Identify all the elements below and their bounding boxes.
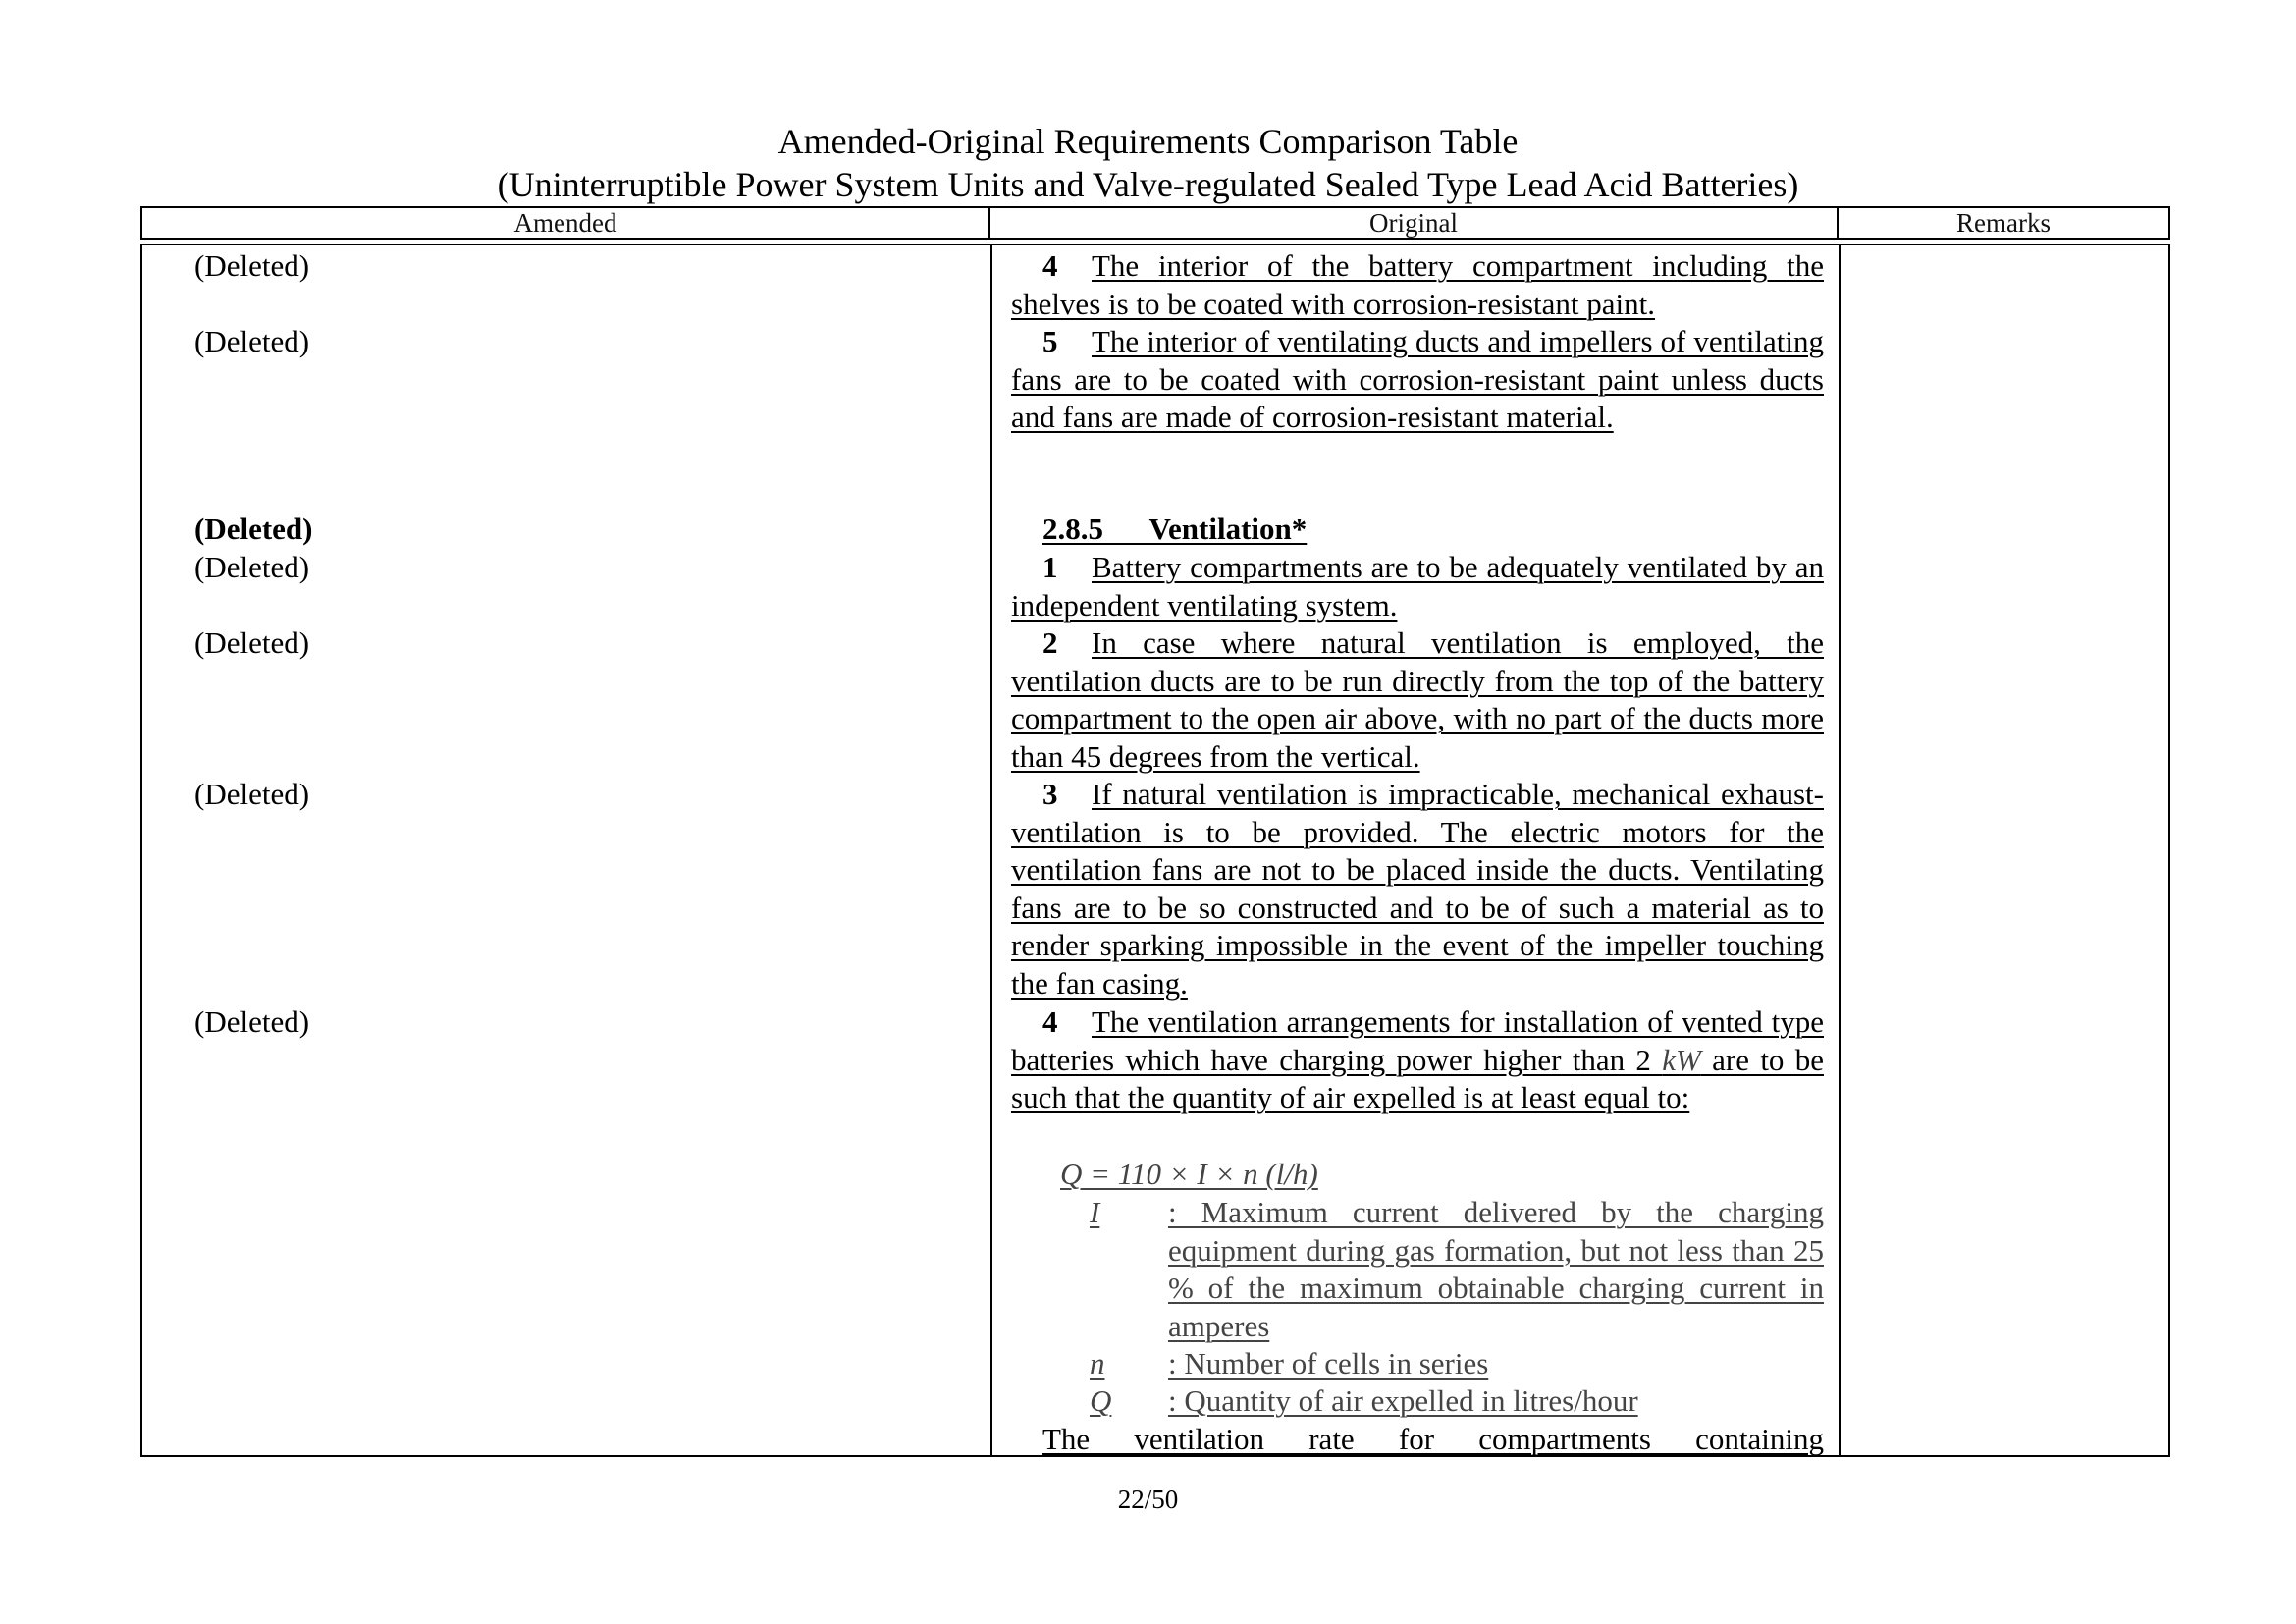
section-heading [1042, 511, 1307, 549]
original-ventilation-4 [1011, 1003, 1824, 1117]
unit-kw: kW [1662, 1042, 1701, 1077]
original-continuation: The ventilation rate for compartments containing [1042, 1422, 1824, 1456]
def-text-i: : Maximum current delivered by the charging equipment during gas formation, but not less than 25 % of the maximum obtainable charging current in amperes [1168, 1195, 1824, 1343]
para-text: Battery compartments are to be adequately ventilated by an independent ventilating system. [1011, 550, 1824, 623]
para-number: 4 [1042, 248, 1058, 283]
para-number: 4 [1042, 1004, 1058, 1039]
amended-deleted-6: (Deleted) [194, 1004, 310, 1039]
para-text: In case where natural ventilation is employed, the ventilation ducts are to be run directly from the top of the battery compartment to the open air above, with no part of the ducts more than 45 degrees from the vertical. [1011, 625, 1824, 774]
amended-deleted-3: (Deleted) [194, 550, 310, 584]
section-title: Ventilation* [1148, 512, 1308, 546]
original-ventilation-1 [1011, 549, 1824, 624]
header-amended: Amended [142, 208, 990, 238]
original-ventilation-2 [1011, 624, 1824, 776]
para-text: The ventilation arrangements for installation of vented type batteries which have charging power higher than 2 [1011, 1004, 1824, 1077]
para-text: The interior of ventilating ducts and impellers of ventilating fans are to be coated with corrosion-resistant paint unless ducts and fans are made of corrosion-resistant material. [1011, 324, 1824, 435]
formula: Q = 110 × I × n (l/h) [1060, 1157, 1318, 1191]
para-text: If natural ventilation is impracticable, mechanical exhaust-ventilation is to be provided. The electric motors for the ventilation fans are not to be placed inside the ducts. Ventilating fans are to be so constructed and to be of such a material as to render sparking impossible in the event of the impeller touching the fan casing. [1011, 777, 1824, 1001]
page-number: 22/50 [1117, 1485, 1179, 1514]
def-term-q: Q [1090, 1383, 1112, 1418]
para-number: 1 [1042, 550, 1058, 584]
original-para-4 [1011, 247, 1824, 323]
amended-deleted-4: (Deleted) [194, 625, 310, 660]
amended-deleted-section: (Deleted) [194, 512, 313, 546]
section-number: 2.8.5 [1042, 512, 1103, 546]
amended-deleted-2: (Deleted) [194, 324, 310, 358]
column-divider [990, 245, 992, 1455]
def-term-i: I [1090, 1195, 1100, 1229]
amended-deleted-5: (Deleted) [194, 777, 310, 811]
page-subtitle: (Uninterruptible Power System Units and Valve-regulated Sealed Type Lead Acid Batteries) [497, 165, 1799, 204]
def-text-n: : Number of cells in series [1168, 1346, 1489, 1380]
para-text: The interior of the battery compartment including the shelves is to be coated with corrosion-resistant paint. [1011, 248, 1824, 321]
header-remarks: Remarks [1956, 208, 2051, 238]
original-para-5 [1011, 323, 1824, 437]
column-divider [1839, 245, 1841, 1455]
def-text-q: : Quantity of air expelled in litres/hour [1168, 1383, 1638, 1418]
header-original: Original [990, 208, 1839, 238]
para-number: 2 [1042, 625, 1058, 660]
def-term-n: n [1090, 1346, 1105, 1380]
para-number: 3 [1042, 777, 1058, 811]
amended-deleted-1: (Deleted) [194, 248, 310, 283]
para-text: are to be such that the quantity of air expelled is at least equal to: [1011, 1042, 1825, 1115]
para-number: 5 [1042, 324, 1058, 358]
original-ventilation-3 [1011, 776, 1824, 1003]
table-header [140, 206, 2170, 240]
page-title: Amended-Original Requirements Comparison Table [777, 122, 1519, 161]
